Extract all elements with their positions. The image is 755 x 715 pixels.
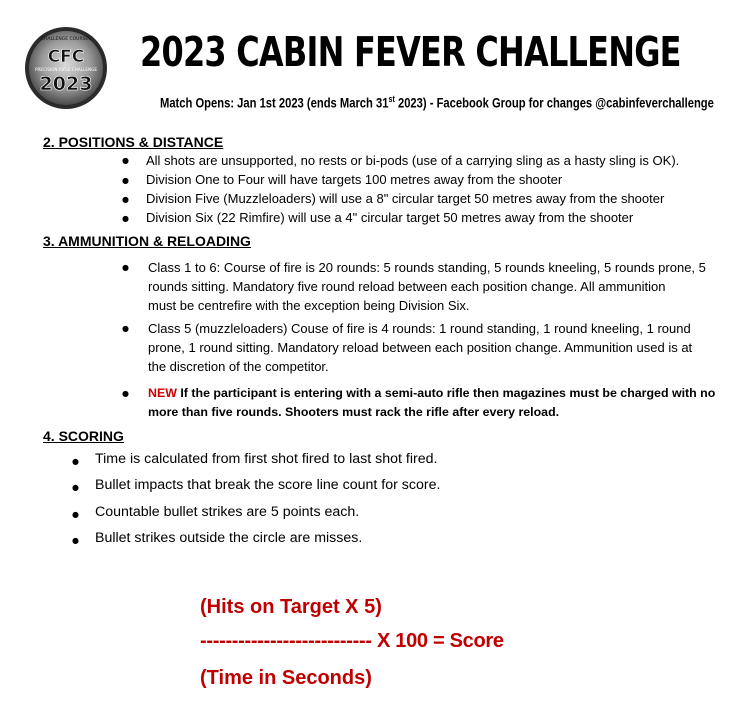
formula-numerator: (Hits on Target X 5) <box>200 596 382 618</box>
list-item: Bullet impacts that break the score line count for score. <box>95 477 441 493</box>
list-item-line: NEW If the participant is entering with a semi-auto rifle then magazines must be charged with no <box>148 386 716 400</box>
logo-abbr: CFC <box>47 47 85 67</box>
list-item: Division Six (22 Rimfire) will use a 4" circular target 50 metres away from the shooter <box>146 210 634 225</box>
list-item-line: must be centrefire with the exception being Division Six. <box>148 298 470 313</box>
bullet-icon: ● <box>72 510 79 519</box>
new-badge: NEW <box>148 386 177 400</box>
list-item: Time is calculated from first shot fired to last shot fired. <box>95 451 438 467</box>
subtitle: Match Opens: Jan 1st 2023 (ends March 31st 2023) - Facebook Group for changes @cabinfeverchallenge <box>160 94 714 111</box>
section-heading-scoring: 4. SCORING <box>43 428 124 444</box>
formula-denominator: (Time in Seconds) <box>200 667 372 689</box>
page-title: 2023 CABIN FEVER CHALLENGE <box>140 28 681 76</box>
list-item-line: Class 5 (muzzleloaders) Couse of fire is 4 rounds: 1 round standing, 1 round kneeling, 1 round <box>148 321 691 336</box>
list-item-line: prone, 1 round sitting. Mandatory reload between each position change. Ammunition used is at <box>148 340 693 355</box>
bullet-icon: ● <box>122 389 129 398</box>
list-item: All shots are unsupported, no rests or bi-pods (use of a carrying sling as a hasty sling is OK). <box>146 153 680 168</box>
logo-year: 2023 <box>39 73 93 95</box>
bullet-icon: ● <box>122 324 129 333</box>
bullet-icon: ● <box>122 263 129 272</box>
list-item: Division One to Four will have targets 100 metres away from the shooter <box>146 172 563 187</box>
list-item-line: rounds sitting. Mandatory five round reload between each position change. All ammunition <box>148 279 666 294</box>
section-heading-positions: 2. POSITIONS & DISTANCE <box>43 134 224 150</box>
bullet-icon: ● <box>72 457 79 466</box>
list-item: Division Five (Muzzleloaders) will use a 8" circular target 50 metres away from the shooter <box>146 191 665 206</box>
bullet-icon: ● <box>122 176 129 185</box>
bullet-icon: ● <box>122 195 129 204</box>
bullet-icon: ● <box>72 483 79 492</box>
formula-divider: --------------------------- X 100 = Score <box>200 630 504 652</box>
list-item: Bullet strikes outside the circle are misses. <box>95 530 363 546</box>
logo-top-text: CHALLENGE COURSES <box>40 37 92 42</box>
logo-ring-text: PRECISION RIFLE CHALLENGE <box>34 67 98 72</box>
bullet-icon: ● <box>72 536 79 545</box>
list-item-line: the discretion of the competitor. <box>148 359 329 374</box>
list-item: Countable bullet strikes are 5 points each. <box>95 504 360 520</box>
list-item-line: more than five rounds. Shooters must rack the rifle after every reload. <box>148 405 560 419</box>
cfc-logo <box>24 26 108 110</box>
section-heading-ammunition: 3. AMMUNITION & RELOADING <box>43 233 251 249</box>
list-item-line: Class 1 to 6: Course of fire is 20 rounds: 5 rounds standing, 5 rounds kneeling, 5 rounds prone, 5 <box>148 260 706 275</box>
bullet-icon: ● <box>122 156 129 165</box>
bullet-icon: ● <box>122 214 129 223</box>
